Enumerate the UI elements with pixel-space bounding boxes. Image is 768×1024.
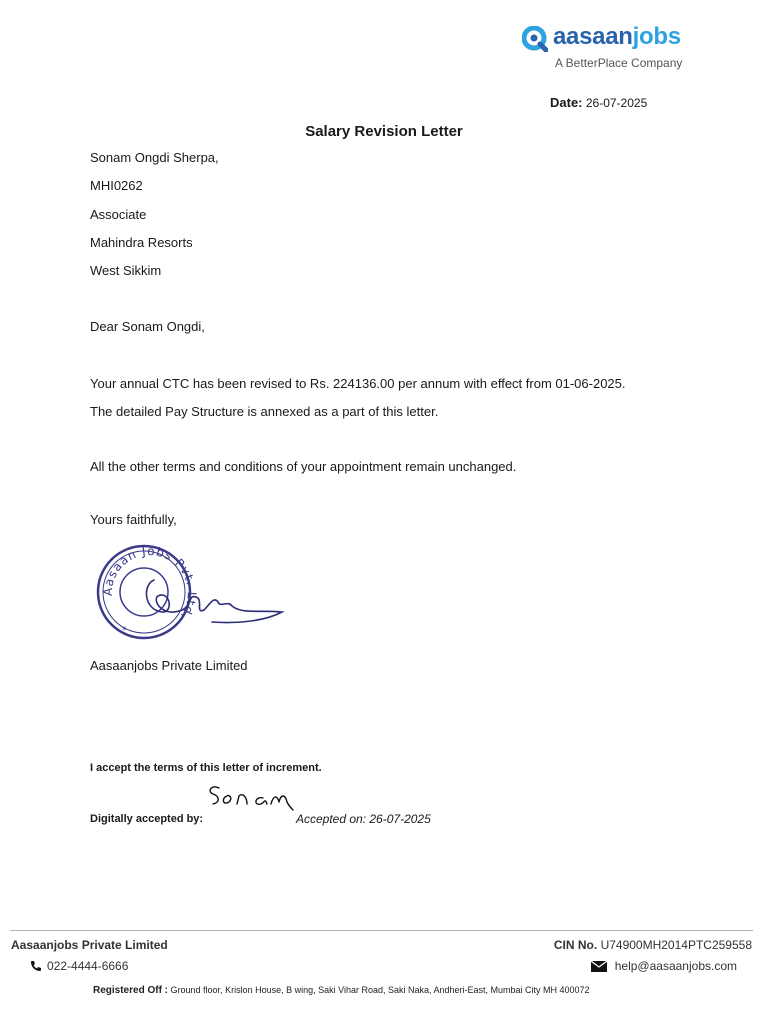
body-annex-line: The detailed Pay Structure is annexed as a part of this letter.: [90, 404, 439, 419]
svg-text:Aasaan Jobs Pvt. Ltd.: Aasaan Jobs Pvt. Ltd.: [100, 543, 200, 623]
footer-registered-office: [93, 985, 590, 996]
date-value: 26-07-2025: [585, 96, 648, 110]
cin-value: U74900MH2014PTC259558: [600, 938, 752, 952]
acceptance-statement: I accept the terms of this letter of increment.: [90, 762, 322, 774]
footer-company-name: Aasaanjobs Private Limited: [11, 938, 168, 952]
footer-email: [591, 959, 737, 973]
date-label: Date:: [550, 95, 583, 110]
footer-divider: [10, 930, 753, 931]
recipient-location: West Sikkim: [90, 263, 162, 278]
accepted-on-date: Accepted on: 26-07-2025: [296, 812, 431, 826]
closing: Yours faithfully,: [90, 512, 177, 527]
footer-email-address: help@aasaanjobs.com: [614, 959, 737, 973]
footer-phone-number: 022-4444-6666: [47, 959, 129, 973]
logo-wordmark: aasaanjobs: [553, 23, 681, 50]
letter-title: Salary Revision Letter: [305, 123, 463, 140]
recipient-designation: Associate: [90, 207, 147, 222]
body-ctc-line: Your annual CTC has been revised to Rs. 224136.00 per annum with effect from 01-06-2025.: [90, 376, 626, 391]
logo-tagline: A BetterPlace Company: [555, 56, 683, 70]
envelope-icon: [591, 961, 607, 972]
salutation: Dear Sonam Ongdi,: [90, 319, 205, 334]
recipient-name: Sonam Ongdi Sherpa,: [90, 150, 219, 165]
recipient-employee-id: MHI0262: [90, 178, 143, 193]
recipient-client: Mahindra Resorts: [90, 235, 193, 250]
registered-office-label: Registered Off :: [93, 985, 169, 996]
phone-icon: [30, 960, 42, 972]
body-terms-line: All the other terms and conditions of your appointment remain unchanged.: [90, 459, 517, 474]
company-logo: [522, 23, 692, 72]
logo-search-icon: [522, 26, 548, 52]
footer-phone: [30, 959, 128, 973]
cin-label: CIN No.: [553, 938, 598, 952]
accepted-by-label: Digitally accepted by:: [90, 813, 204, 825]
letter-date: [550, 95, 647, 110]
employee-handwritten-signature: [205, 780, 301, 816]
registered-office-address: Ground floor, Krislon House, B wing, Saki Vihar Road, Saki Naka, Andheri-East, Mumbai City MH 400072: [170, 985, 590, 995]
signatory-company: Aasaanjobs Private Limited: [90, 658, 248, 673]
company-stamp-signature: [92, 540, 292, 648]
svg-text:*: *: [122, 626, 127, 636]
footer-cin: [554, 938, 752, 952]
